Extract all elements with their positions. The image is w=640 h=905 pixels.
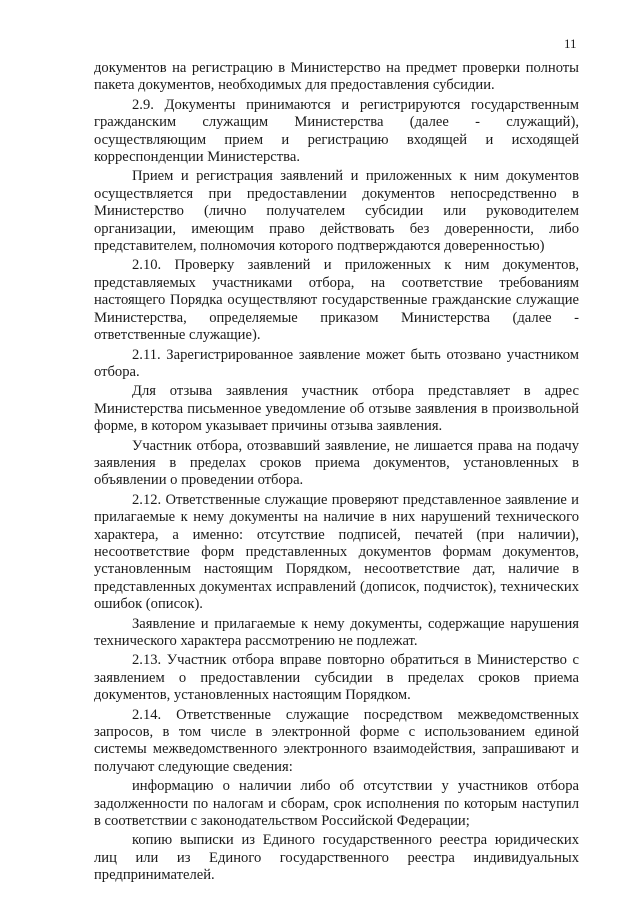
paragraph-continuation: документов на регистрацию в Министерство на предмет проверки полноты пакета документов, необходимых для предоставления субсидии.	[94, 60, 579, 94]
paragraph-2-12: 2.12. Ответственные служащие проверяют представленное заявление и прилагаемые к нему документы на наличие в них нарушений технического характера, а именно: отсутствие подписей, печатей (при наличии), несоответствие форм представленных документов формам документов, установленным настоящим Порядком, несоответствие дат, наличие в представленных документах исправлений (дописок, подчисток), технических ошибок (описок).	[94, 491, 579, 613]
paragraph-reception: Прием и регистрация заявлений и приложенных к ним документов осуществляется при предоставлении документов непосредственно в Министерство (лично получателем субсидии или руководителем организации, имеющим право действовать без доверенности, либо представителем, полномочия которого подтверждаются доверенностью)	[94, 168, 579, 255]
paragraph-2-9: 2.9. Документы принимаются и регистрируются государственным гражданским служащим Министерства (далее - служащий), осуществляющим прием и регистрацию входящей и исходящей корреспонденции Министерства.	[94, 96, 579, 166]
paragraph-withdrawal: Для отзыва заявления участник отбора представляет в адрес Министерства письменное уведомление об отзыве заявления в произвольной форме, в котором указывает причины отзыва заявления.	[94, 383, 579, 435]
page-number: 11	[564, 36, 577, 51]
paragraph-2-10: 2.10. Проверку заявлений и приложенных к ним документов, представляемых участниками отбора, на соответствие требованиям настоящего Порядка осуществляют государственные гражданские служащие Министерства, определяемые приказом Министерства (далее - ответственные служащие).	[94, 257, 579, 344]
document-body	[94, 60, 579, 887]
paragraph-resubmission-right: Участник отбора, отозвавший заявление, не лишается права на подачу заявления в пределах сроков приема документов, установленных в объявлении о проведении отбора.	[94, 437, 579, 489]
paragraph-violations: Заявление и прилагаемые к нему документы, содержащие нарушения технического характера рассмотрению не подлежат.	[94, 615, 579, 649]
paragraph-tax-info: информацию о наличии либо об отсутствии у участников отбора задолженности по налогам и сборам, срок исполнения по которым наступил в соответствии с законодательством Российской Федерации;	[94, 778, 579, 830]
paragraph-2-13: 2.13. Участник отбора вправе повторно обратиться в Министерство с заявлением о предоставлении субсидии в пределах сроков приема документов, установленных настоящим Порядком.	[94, 652, 579, 704]
paragraph-2-11: 2.11. Зарегистрированное заявление может быть отозвано участником отбора.	[94, 346, 579, 380]
paragraph-2-14: 2.14. Ответственные служащие посредством межведомственных запросов, в том числе в электронной форме с использованием единой системы межведомственного электронного взаимодействия, запрашивают и получают следующие сведения:	[94, 706, 579, 775]
paragraph-registry-extract: копию выписки из Единого государственного реестра юридических лиц или из Единого государственного реестра индивидуальных предпринимателей.	[94, 832, 579, 884]
